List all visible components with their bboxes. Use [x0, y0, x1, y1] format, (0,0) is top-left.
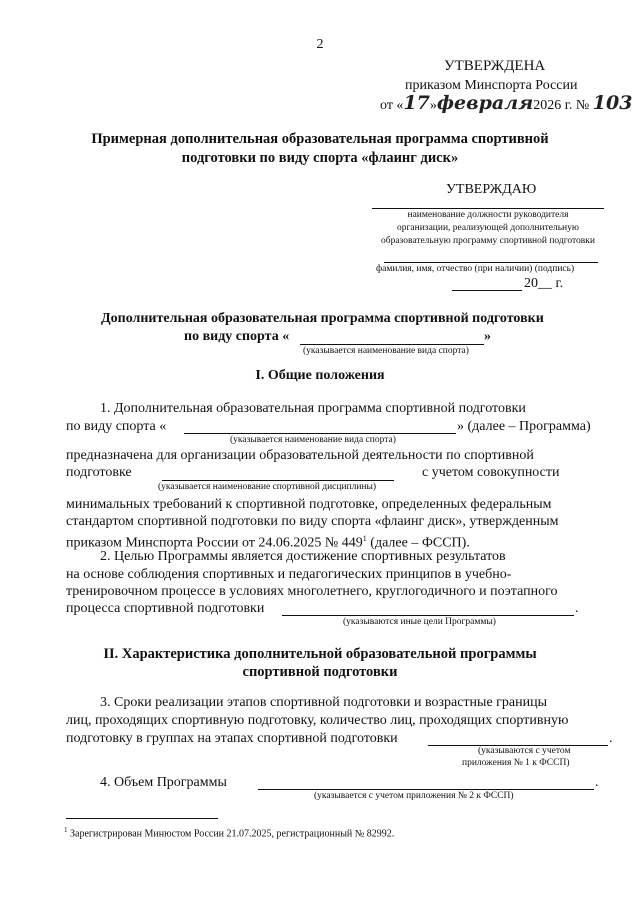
p1-line4-prefix: подготовке [66, 465, 132, 480]
title-line2: подготовки по виду спорта «флаинг диск» [181, 150, 459, 166]
p3-line3-prefix: подготовку в группах на этапах спортивной подготовки [66, 731, 398, 746]
p1-line5: минимальных требований к спортивной подготовке, определенных федеральным [66, 497, 552, 512]
signature-line-position [372, 208, 604, 209]
p1-line2-suffix: » (далее – Программа) [457, 419, 591, 434]
p4-suffix: . [595, 775, 599, 790]
p4-line [258, 789, 594, 790]
subtitle-line1: Дополнительная образовательная программа спортивной подготовки [101, 311, 544, 326]
p2-line1: 2. Целью Программы является достижение спортивных результатов [100, 549, 506, 564]
p4-prefix: 4. Объем Программы [100, 775, 227, 790]
footnote-separator [66, 818, 218, 819]
p1-line3: предназначена для организации образовательной деятельности по спортивной [66, 448, 534, 463]
subtitle-line2-suffix: » [484, 329, 491, 344]
footnote-text: Зарегистрирован Минюстом России 21.07.2025, регистрационный № 82992. [67, 828, 395, 840]
p1-line2-prefix: по виду спорта « [66, 419, 167, 434]
p1-line4-suffix: с учетом совокупности [422, 465, 560, 480]
p2-line4-prefix: процесса спортивной подготовки [66, 601, 265, 616]
p1-line6: стандартом спортивной подготовки по виду спорта «флаинг диск», утвержденным [66, 514, 559, 529]
approval-day: 17 [403, 92, 430, 114]
utverzhdayu-label: УТВЕРЖДАЮ [446, 182, 537, 197]
p1-line7-a: приказом Минспорта России от 24.06.2025 № 449 [66, 535, 363, 551]
p2-goals-line [282, 615, 574, 616]
subtitle-hint: (указывается наименование вида спорта) [303, 346, 469, 356]
page-number: 2 [316, 37, 324, 52]
p1-sport-line [184, 433, 456, 434]
fio-hint: фамилия, имя, отчество (при наличии) (подпись) [376, 264, 575, 274]
title-line1: Примерная дополнительная образовательная программа спортивной [91, 131, 549, 147]
position-hint2: организации, реализующей дополнительную [397, 223, 579, 233]
p3-hint1: (указываются с учетом [478, 746, 571, 756]
footnote-mark: 1 [64, 826, 68, 834]
p2-line2: на основе соблюдения спортивных и педагогических принципов в учебно- [66, 567, 512, 582]
signature-line-fio [384, 262, 598, 263]
p1-line7-b: (далее – ФССП). [366, 535, 470, 551]
p3-line2: лиц, проходящих спортивную подготовку, количество лиц, проходящих спортивную [66, 713, 569, 728]
section2-heading-line1: II. Характеристика дополнительной образовательной программы [103, 646, 537, 662]
approval-line1: УТВЕРЖДЕНА [444, 58, 546, 74]
approval-from: от « [380, 98, 404, 113]
p1-discipline-line [162, 480, 394, 481]
p1-line1: 1. Дополнительная образовательная программа спортивной подготовки [100, 401, 526, 416]
approval-year: 2026 г. № [533, 98, 590, 113]
p1-footnote-ref: 1 [362, 534, 367, 543]
date-line [452, 290, 522, 291]
position-hint3: образовательную программу спортивной подготовки [380, 236, 595, 246]
date-year: 20__ г. [524, 276, 564, 291]
approval-month: февраля [436, 92, 534, 114]
sport-name-line [300, 344, 484, 345]
approval-quote: » [429, 98, 437, 113]
section2-heading-line2: спортивной подготовки [242, 664, 398, 680]
p1-hint1: (указывается наименование вида спорта) [230, 435, 396, 445]
p2-line4-suffix: . [575, 601, 579, 616]
approval-line3 [380, 94, 632, 115]
p3-line3-suffix: . [609, 731, 613, 746]
p1-hint2: (указывается наименование спортивной дисциплины) [158, 482, 377, 492]
p4-hint: (указывается с учетом приложения № 2 к ФССП) [314, 791, 514, 801]
footnote [64, 825, 394, 839]
p2-line3: тренировочном процессе в условиях многолетнего, круглогодичного и поэтапного [66, 584, 558, 599]
approval-line2: приказом Минспорта России [405, 78, 578, 93]
position-hint1: наименование должности руководителя [407, 210, 569, 220]
p3-hint2: приложения № 1 к ФССП) [462, 758, 570, 768]
p3-line1: 3. Сроки реализации этапов спортивной подготовки и возрастные границы [100, 695, 548, 710]
section1-heading: I. Общие положения [255, 368, 385, 383]
p2-hint: (указываются иные цели Программы) [343, 617, 496, 627]
approval-number: 103 [592, 92, 633, 114]
subtitle-line2-prefix: по виду спорта « [184, 329, 290, 344]
